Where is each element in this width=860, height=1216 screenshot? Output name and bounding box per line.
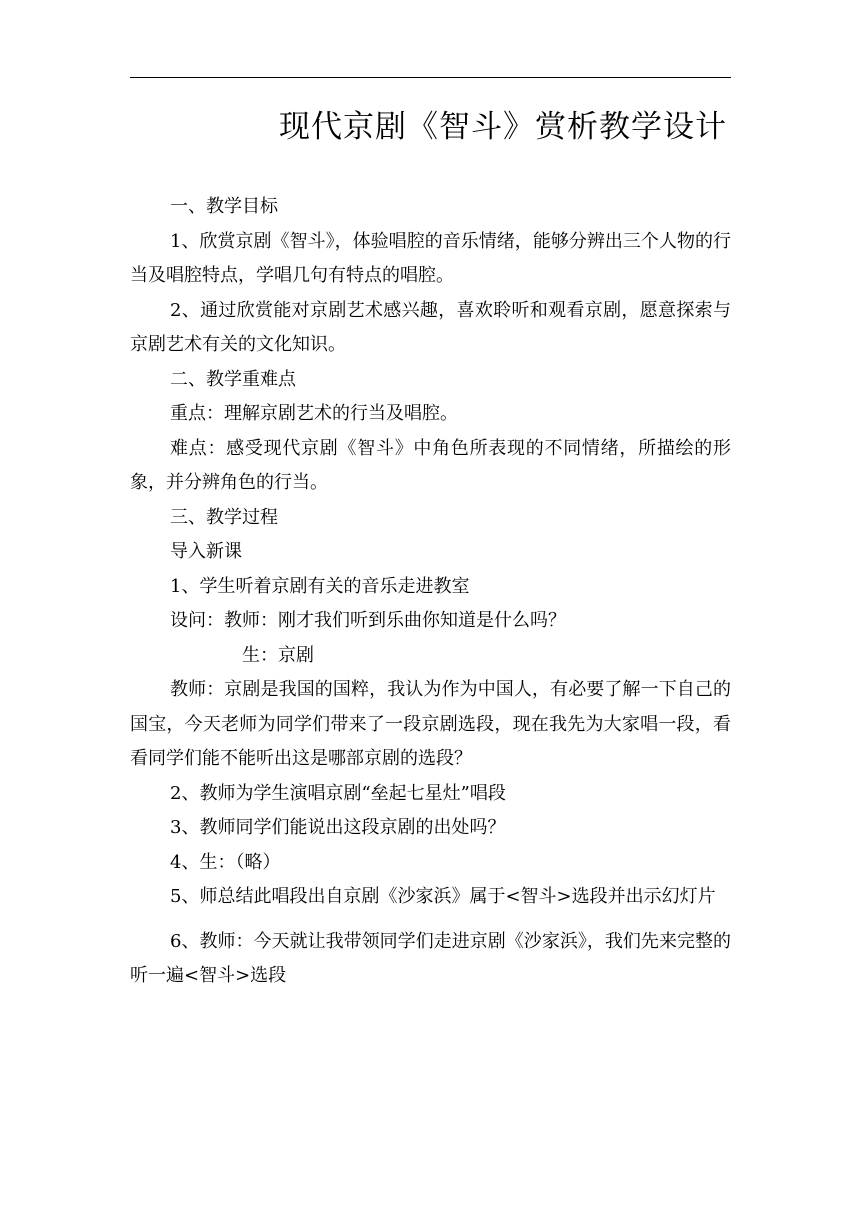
difficult-point: 难点：感受现代京剧《智斗》中角色所表现的不同情绪，所描绘的形象，并分辨角色的行当。	[130, 437, 731, 493]
process-step-1: 1、学生听着京剧有关的音乐走进教室	[170, 575, 470, 597]
process-step-4: 4、生：（略）	[170, 851, 281, 873]
header-rule	[130, 77, 731, 78]
objective-item-1: 1、欣赏京剧《智斗》，体验唱腔的音乐情绪，能够分辨出三个人物的行当及唱腔特点，学唱几句有特点的唱腔。	[130, 230, 731, 286]
process-step-6: 6、教师：今天就让我带领同学们走进京剧《沙家浜》，我们先来完整的听一遍<智斗>选段	[130, 930, 731, 986]
objective-item-2: 2、通过欣赏能对京剧艺术感兴趣，喜欢聆听和观看京剧，愿意探索与京剧艺术有关的文化知识。	[130, 299, 731, 355]
section-heading-process: 三、教学过程	[170, 506, 278, 528]
section-heading-key-points: 二、教学重难点	[170, 368, 296, 390]
process-step-2: 2、教师为学生演唱京剧“垒起七星灶”唱段	[170, 782, 506, 804]
document-title: 现代京剧《智斗》赏析教学设计	[279, 109, 727, 145]
document-body	[130, 190, 731, 994]
key-point: 重点：理解京剧艺术的行当及唱腔。	[170, 403, 458, 424]
teacher-question: 设问：教师：刚才我们听到乐曲你知道是什么吗？	[170, 610, 566, 631]
teacher-speech: 教师：京剧是我国的国粹，我认为作为中国人，有必要了解一下自己的国宝，今天老师为同学们带来了一段京剧选段，现在我先为大家唱一段，看看同学们能不能听出这是哪部京剧的选段？	[130, 679, 731, 769]
process-step-3: 3、教师同学们能说出这段京剧的出处吗？	[170, 817, 506, 838]
process-step-5: 5、师总结此唱段出自京剧《沙家浜》属于<智斗>选段并出示幻灯片	[170, 886, 716, 907]
section-heading-objectives: 一、教学目标	[170, 196, 278, 217]
student-answer: 生：京剧	[242, 644, 314, 666]
subheading-introduction: 导入新课	[170, 541, 242, 562]
